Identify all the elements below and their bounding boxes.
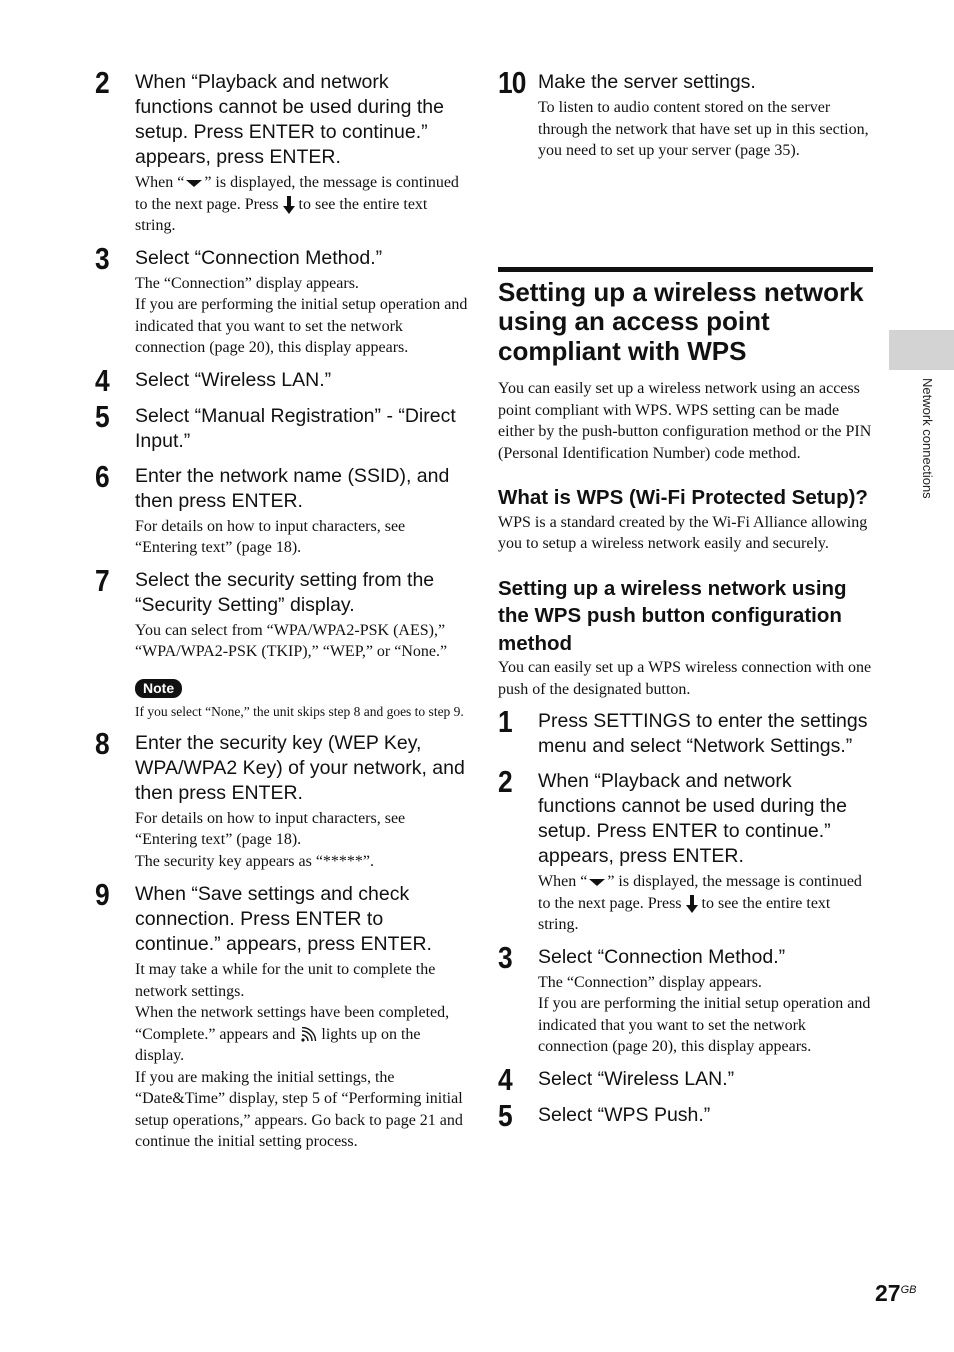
step-2 [95,65,470,237]
step-7 [95,562,470,721]
step-body: For details on how to input characters, see “Entering text” (page 18). [135,517,406,556]
step-body [135,172,470,237]
step-body [135,1002,470,1067]
step-body: The “Connection” display appears. [538,973,762,991]
down-arrow-icon [686,895,698,913]
step-number: 3 [95,240,109,276]
step-5 [95,398,470,454]
step-body: You can select from “WPA/WPA2-PSK (AES),” “WPA/WPA2-PSK (TKIP),” “WEP,” or “None.” [135,621,448,660]
step-title: Select “WPS Push.” [538,1103,711,1126]
note-text: If you select “None,” the unit skips step 8 and goes to step 9. [135,703,464,719]
side-tab-label: Network connections [920,378,935,499]
step-number: 9 [95,877,109,912]
step-body: For details on how to input characters, see “Entering text” (page 18). [135,809,406,848]
body-text: When “ [538,873,588,890]
step-body: To listen to audio content stored on the server through the network that have set up in this section, you need to set up your server (page 35). [538,99,869,159]
step-title: Press SETTINGS to enter the settings menu and select “Network Settings.” [538,710,868,757]
push-heading: Setting up a wireless network using the WPS push button configuration method [498,576,847,655]
step-9 [95,877,470,1153]
body-text: ” is displayed, the message is continued to the next page. Press [538,873,862,912]
step-6 [95,458,470,559]
note-badge: Note [135,679,182,698]
step-title: Select “Wireless LAN.” [135,368,332,391]
step-body: If you are performing the initial setup operation and indicated that you want to set the network connection (page 20), this display appears. [135,296,468,356]
wps-step-2 [498,764,873,936]
wireless-icon [299,1027,317,1043]
wps-step-3 [498,939,873,1058]
step-title: Enter the security key (WEP Key, WPA/WPA2 Key) of your network, and then press ENTER. [135,731,465,804]
right-column [498,65,873,1133]
step-4 [95,362,470,398]
wps-text: WPS is a standard created by the Wi-Fi Alliance allowing you to setup a wireless network easily and securely. [498,513,868,552]
step-title: Select “Manual Registration” - “Direct Input.” [135,404,456,452]
step-title: Select “Connection Method.” [135,246,383,269]
down-arrow-icon [283,196,295,214]
step-number: 4 [95,362,109,398]
section-intro: You can easily set up a wireless network using an access point compliant with WPS. WPS setting can be made either by the push-button configuration method or the PIN (Personal Identification Number) code method. [498,380,872,462]
step-number: 2 [95,65,109,100]
page-number-value: 27 [875,1280,901,1306]
step-number: 8 [95,725,109,761]
step-title: Select “Connection Method.” [538,945,786,968]
wps-step-1 [498,704,873,759]
push-intro: You can easily set up a WPS wireless connection with one push of the designated button. [498,659,872,698]
step-title: Enter the network name (SSID), and then press ENTER. [135,464,450,512]
step-number: 3 [498,939,512,975]
down-triangle-icon [587,877,607,887]
step-title: Select the security setting from the “Security Setting” display. [135,568,435,616]
step-body: The “Connection” display appears. [135,274,359,292]
step-body: If you are performing the initial setup operation and indicated that you want to set the network connection (page 20), this display appears. [538,995,871,1055]
left-column [95,65,470,1153]
side-tab [889,330,954,370]
step-title: When “Playback and network functions cannot be used during the setup. Press ENTER to continue.” appears, press ENTER. [538,770,847,867]
body-text: to see the entire text string. [538,894,831,933]
step-8 [95,725,470,873]
page-number [875,1280,917,1307]
body-text: to see the entire text string. [135,195,428,234]
wps-step-5 [498,1097,873,1133]
step-number: 6 [95,458,109,494]
down-triangle-icon [184,178,204,188]
step-title: When “Save settings and check connection. Press ENTER to continue.” appears, press ENTER. [135,883,432,955]
step-number: 4 [498,1061,512,1097]
step-10 [498,65,873,162]
step-number: 2 [498,764,512,799]
step-number: 7 [95,562,109,598]
body-text: When the network settings have been completed, “Complete.” appears and [135,1004,450,1043]
step-number: 5 [498,1097,512,1133]
step-title: When “Playback and network functions cannot be used during the setup. Press ENTER to continue.” appears, press ENTER. [135,71,444,168]
step-body: The security key appears as “*****”. [135,852,375,870]
step-body [538,871,873,936]
wps-step-4 [498,1061,873,1097]
step-number: 10 [498,65,526,100]
step-body: If you are making the initial settings, the “Date&Time” display, step 5 of “Performing initial setup operations,” appears. Go back to page 21 and continue the initial setting process. [135,1068,463,1150]
body-text: lights up on the display. [135,1025,421,1064]
step-number: 5 [95,398,109,434]
step-title: Select “Wireless LAN.” [538,1067,735,1090]
section-title: Setting up a wireless network using an access point compliant with WPS [498,267,873,367]
page-suffix: GB [900,1284,917,1296]
body-text: ” is displayed, the message is continued to the next page. Press [135,174,459,213]
step-number: 1 [498,704,512,739]
step-body: It may take a while for the unit to complete the network settings. [135,961,436,1000]
body-text: When “ [135,174,185,191]
wps-heading: What is WPS (Wi-Fi Protected Setup)? [498,486,868,509]
step-title: Make the server settings. [538,71,756,93]
step-3 [95,240,470,359]
